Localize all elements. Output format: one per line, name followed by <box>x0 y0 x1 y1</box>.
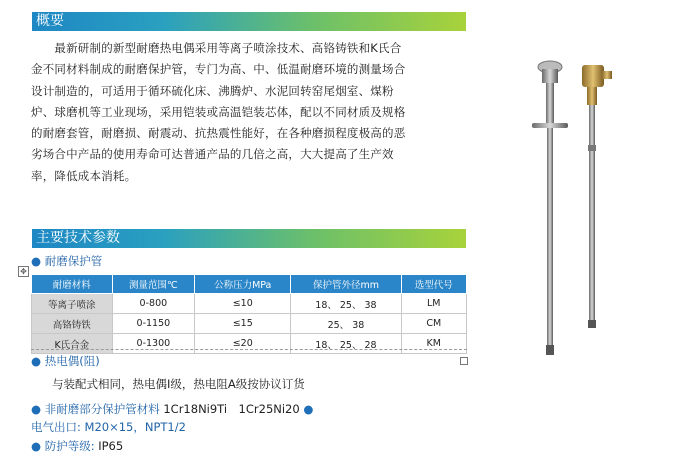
overview-line: 炉、球磨机等工业现场，采用铠装或高温铠装芯体，配以不同材质及规格 <box>31 104 406 119</box>
table-cell: 0-800 <box>112 294 194 314</box>
nonwear-value: 1Cr18Ni9Ti 1Cr25Ni20 <box>163 402 300 416</box>
protect-level-line <box>31 438 123 454</box>
overview-line: 劣场合中产品的使用寿命可达普通产品的几倍之高，大大提高了生产效 <box>31 147 394 162</box>
table-row <box>32 334 467 354</box>
protect-tube-label: 耐磨保护管 <box>44 254 103 268</box>
nonwear-line <box>31 401 313 417</box>
table-header: 耐磨材料 <box>32 275 113 294</box>
overview-line: 的耐磨套管，耐磨损、耐震动、抗热震性能好，在各种磨损程度极高的恶 <box>31 126 406 141</box>
outlet-line: 电气出口: M20×15，NPT1/2 <box>31 420 186 434</box>
spec-table <box>31 274 467 354</box>
tech-title-banner <box>32 229 466 248</box>
resize-handle-icon[interactable] <box>460 357 468 365</box>
thermo-description: 与装配式相同，热电偶Ⅰ级，热电阻A级按协议订货 <box>52 377 305 391</box>
divider <box>31 349 467 350</box>
table-header: 公称压力MPa <box>195 275 291 294</box>
bullet-icon: ● <box>31 354 42 368</box>
overview-paragraph <box>31 38 471 187</box>
bullet-icon: ● <box>31 254 42 268</box>
table-header: 测量范围℃ <box>112 275 194 294</box>
table-row <box>32 294 467 314</box>
protect-level-value: IP65 <box>98 439 124 453</box>
overview-line: 金不同材料制成的耐磨保护管，专门为高、中、低温耐磨环境的测量场合 <box>31 62 406 77</box>
table-cell: 0-1150 <box>112 314 194 334</box>
protect-level-label: 防护等级: <box>44 439 95 453</box>
table-cell: ≤20 <box>195 334 291 354</box>
table-header: 选型代号 <box>401 275 466 294</box>
overview-title: 概要 <box>36 13 64 29</box>
table-cell: 25、 38 <box>291 314 401 334</box>
nonwear-label: 非耐磨部分保护管材料 <box>44 402 160 416</box>
bullet-icon: ● <box>303 402 314 416</box>
table-cell: 0-1300 <box>112 334 194 354</box>
bullet-icon: ● <box>31 402 42 416</box>
overview-line: 率，降低成本消耗。 <box>31 168 137 183</box>
overview-title-banner <box>32 12 466 31</box>
table-cell: ≤10 <box>195 294 291 314</box>
overview-line: 设计制造的，可适用于循环硫化床、沸腾炉、水泥回转窑尾烟室、煤粉 <box>31 83 394 98</box>
table-cell: 18、 25、 38 <box>291 294 401 314</box>
table-cell: 高铬铸铁 <box>32 314 113 334</box>
table-cell: KM <box>401 334 466 354</box>
table-cell: 18、 25、 28 <box>291 334 401 354</box>
bullet-icon: ● <box>31 439 42 453</box>
table-move-handle-icon[interactable]: ✥ <box>18 266 29 277</box>
table-header: 保护管外径mm <box>291 275 401 294</box>
table-cell: LM <box>401 294 466 314</box>
table-cell: K氏合金 <box>32 334 113 354</box>
overview-line: 最新研制的新型耐磨热电偶采用等离子喷涂技术、高铬铸铁和K氏合 <box>31 41 402 55</box>
thermocouple-product-image <box>520 55 620 365</box>
table-cell: ≤15 <box>195 314 291 334</box>
table-cell: CM <box>401 314 466 334</box>
thermo-label: 热电偶(阻) <box>44 354 100 368</box>
tech-title: 主要技术参数 <box>36 230 120 246</box>
protect-tube-heading <box>31 253 102 269</box>
table-row <box>32 314 467 334</box>
table-cell: 等离子喷涂 <box>32 294 113 314</box>
thermo-heading <box>31 353 100 369</box>
